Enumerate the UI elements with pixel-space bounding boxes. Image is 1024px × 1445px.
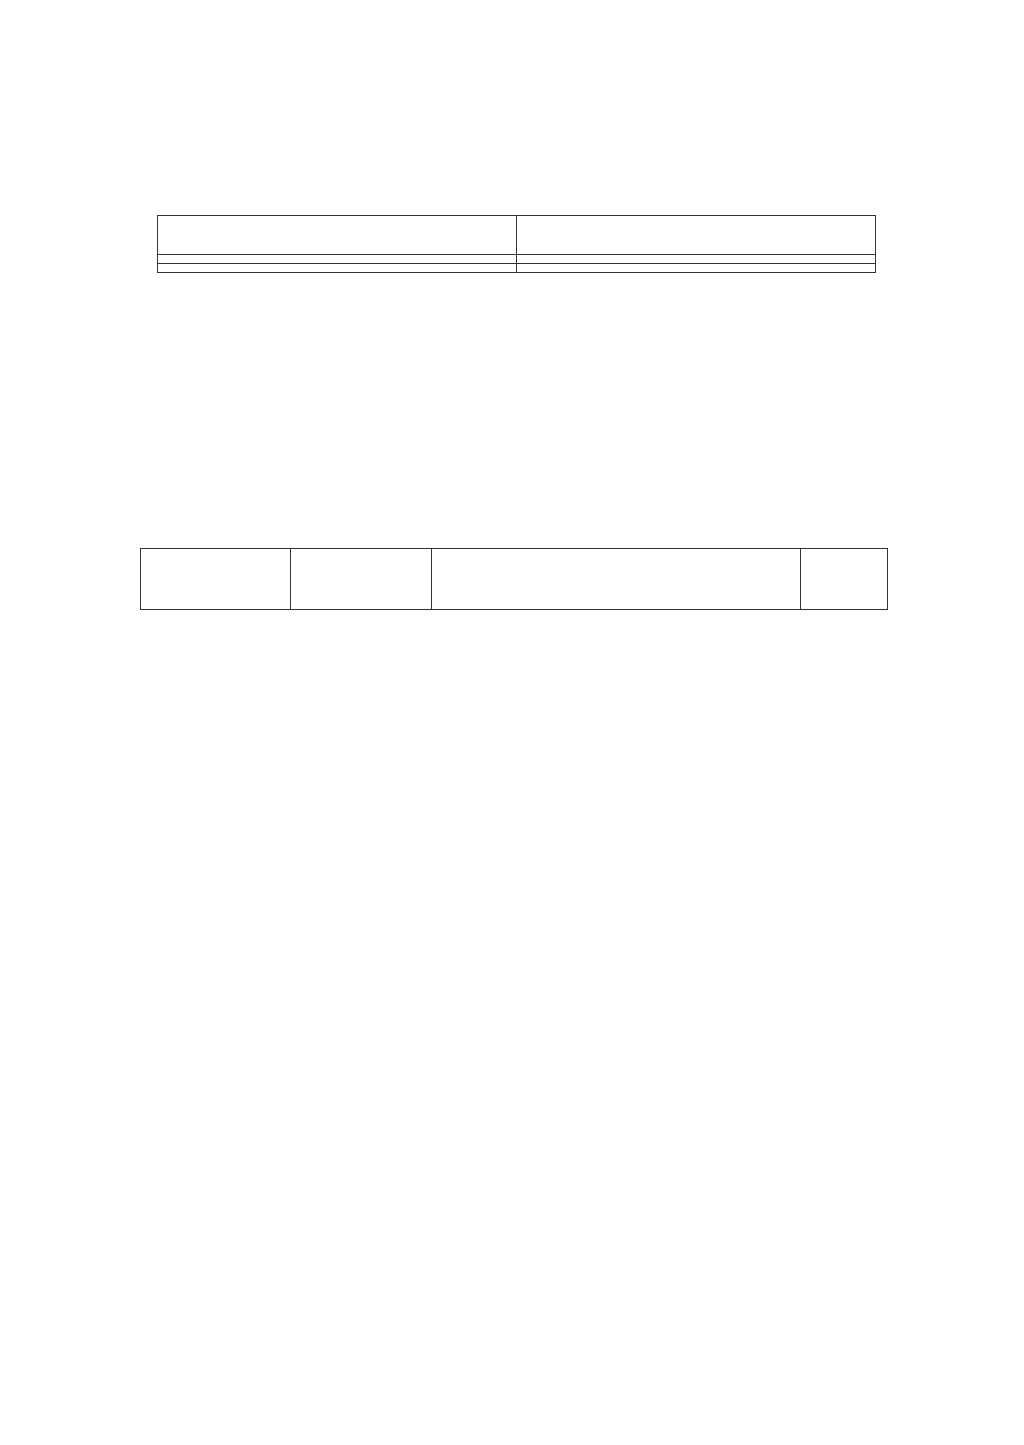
info-row-region (158, 216, 876, 255)
block-cell (158, 216, 517, 255)
west-boundary (158, 264, 517, 273)
header-coefficient (291, 549, 432, 610)
header-price (141, 549, 291, 610)
south-boundary (517, 264, 876, 273)
header-use-type (432, 549, 801, 610)
land-price-table (140, 548, 888, 610)
header-row-number (801, 549, 888, 610)
region-cell (517, 216, 876, 255)
north-boundary (517, 255, 876, 264)
east-boundary (158, 255, 517, 264)
info-row-south-west (158, 264, 876, 273)
info-row-north-east (158, 255, 876, 264)
price-table-header (141, 549, 888, 610)
boundary-table (157, 215, 876, 273)
